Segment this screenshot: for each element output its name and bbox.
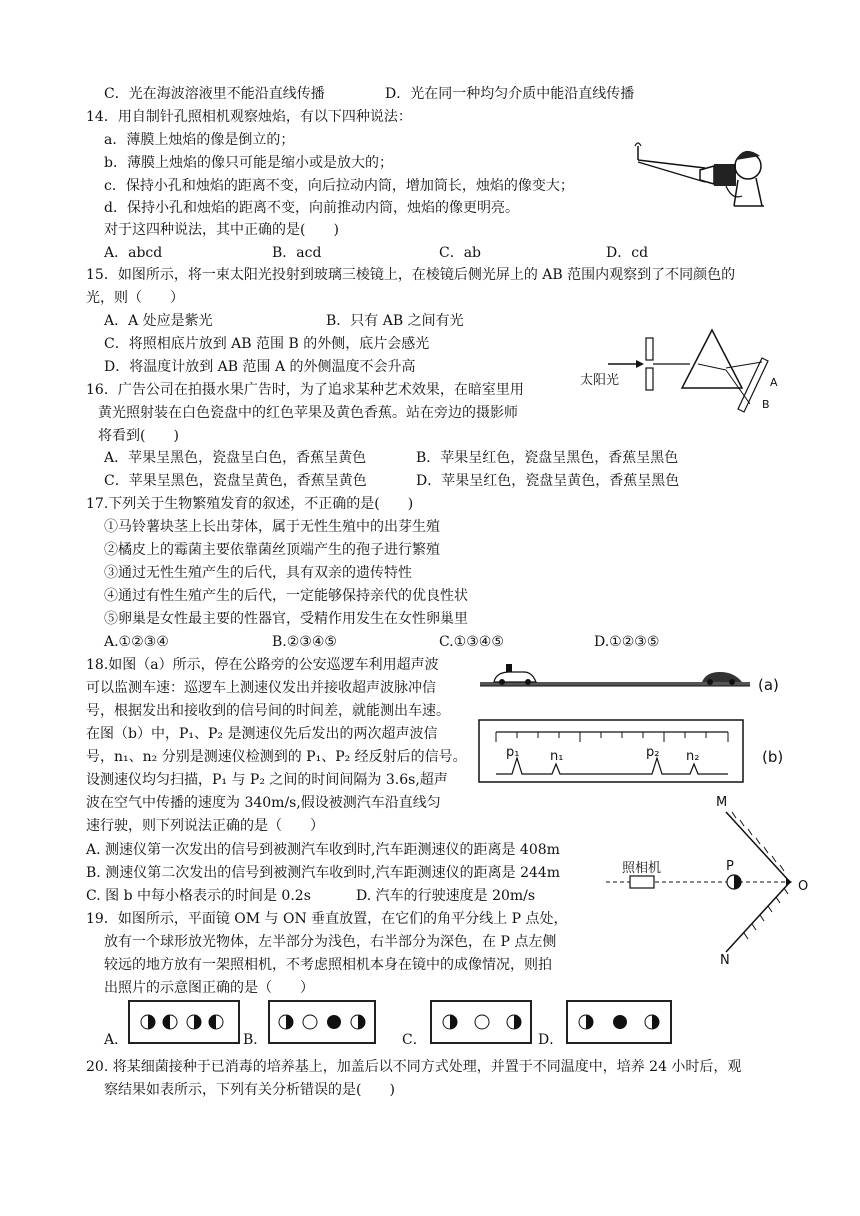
q16-option-a: A．苹果呈黑色，瓷盘呈白色，香蕉呈黄色 [104, 450, 367, 466]
q19-option-b-figure [268, 1000, 376, 1044]
pulse-label-n1: n₁ [550, 749, 564, 764]
point-label-o: O [798, 879, 809, 894]
q15-option-a: A．A 处应是紫光 [104, 313, 213, 329]
q15-stem-line1: 15．如图所示，将一束太阳光投射到玻璃三棱镜上，在棱镜后侧光屏上的 AB 范围内观察到了不同颜色的 [86, 267, 736, 283]
q19-option-a-figure [128, 1000, 240, 1044]
q19-option-d-label: D． [538, 1032, 564, 1048]
mirror-label-n: N [720, 953, 730, 968]
q15-stem-line2: 光，则（ ） [86, 290, 184, 306]
q18-stem-line6: 设测速仪均匀扫描，P₁ 与 P₂ 之间的时间间隔为 3.6s,超声 [86, 772, 448, 788]
q19-option-d-figure [566, 1000, 672, 1044]
q17-statement-3: ③通过无性生殖产生的后代，具有双亲的遗传特性 [104, 565, 412, 581]
q14-option-a: A．abcd [104, 245, 163, 261]
q14-option-b: B．acd [272, 245, 322, 261]
prism-figure [572, 320, 792, 430]
pulse-label-n2: n₂ [686, 749, 700, 764]
q13-option-d: D．光在同一种均匀介质中能沿直线传播 [385, 86, 635, 102]
q16-option-b: B．苹果呈红色，瓷盘呈黑色，香蕉呈黑色 [416, 450, 679, 466]
q17-statement-1: ①马铃薯块茎上长出芽体，属于无性生殖中的出芽生殖 [104, 519, 440, 535]
screen-label-b: B [762, 398, 770, 411]
q17-option-a: A.①②③④ [104, 634, 169, 650]
q19-stem-line3: 较远的地方放有一架照相机，不考虑照相机本身在镜中的成像情况，则拍 [104, 957, 552, 973]
q14-option-d: D．cd [606, 245, 649, 261]
q14-option-c: C．ab [439, 245, 482, 261]
q14-statement-d: d．保持小孔和烛焰的距离不变，向前推动内筒，烛焰的像更明亮。 [104, 200, 519, 216]
mirror-figure [600, 792, 820, 972]
q16-stem-line3: 将看到( ) [98, 428, 179, 444]
q18-stem-line8: 速行驶，则下列说法正确的是（ ） [86, 818, 324, 834]
mirror-label-m: M [716, 795, 728, 810]
figure-a-label: (a) [758, 676, 779, 694]
q14-question: 对于这四种说法，其中正确的是( ) [104, 222, 339, 238]
q19-stem-line2: 放有一个球形放光物体，左半部分为浅色，右半部分为深色，在 P 点左侧 [104, 934, 557, 950]
q18-stem-line2: 可以监测车速：巡逻车上测速仪发出并接收超声波脉冲信 [86, 680, 436, 696]
pinhole-camera-figure [630, 140, 770, 220]
q16-option-d: D．苹果呈红色，瓷盘呈黄色，香蕉呈黑色 [416, 473, 680, 489]
q17-statement-4: ④通过有性生殖产生的后代，一定能够保持亲代的优良性状 [104, 588, 468, 604]
screen-label-a: A [770, 376, 778, 389]
q17-option-b: B.②③④⑤ [272, 634, 337, 650]
q19-option-a-label: A． [104, 1032, 129, 1048]
q15-option-c: C．将照相底片放到 AB 范围 B 的外侧，底片会感光 [104, 336, 430, 352]
q18-stem-line1: 18.如图（a）所示，停在公路旁的公安巡逻车利用超声波 [86, 657, 439, 673]
camera-label: 照相机 [622, 861, 662, 876]
q16-stem-line2: 黄光照射装在白色瓷盘中的红色苹果及黄色香蕉。站在旁边的摄影师 [98, 405, 518, 421]
sun-label: 太阳光 [580, 373, 620, 388]
q18-stem-line7: 波在空气中传播的速度为 340m/s,假设被测汽车沿直线匀 [86, 795, 441, 811]
q17-option-d: D.①②③⑤ [594, 634, 660, 650]
q19-option-c-label: C． [402, 1032, 427, 1048]
q14-stem: 14．用自制针孔照相机观察烛焰，有以下四种说法： [86, 109, 412, 125]
q19-option-c-figure [430, 1000, 532, 1044]
q15-option-b: B．只有 AB 之间有光 [326, 313, 464, 329]
q13-option-c: C．光在海波溶液里不能沿直线传播 [104, 86, 325, 102]
q19-stem-line4: 出照片的示意图正确的是（ ） [104, 980, 314, 996]
q20-stem-line1: 20. 将某细菌接种于已消毒的培养基上，加盖后以不同方式处理，并置于不同温度中，培养 24 小时后，观 [86, 1059, 742, 1075]
q18-option-a: A. 测速仪第一次发出的信号到被测汽车收到时,汽车距测速仪的距离是 408m [86, 842, 560, 858]
point-label-p: P [726, 859, 734, 874]
q17-option-c: C.①③④⑤ [439, 634, 504, 650]
q17-statement-5: ⑤卵巢是女性最主要的性器官，受精作用发生在女性卵巢里 [104, 611, 468, 627]
q19-stem-line1: 19．如图所示，平面镜 OM 与 ON 垂直放置，在它们的角平分线上 P 点处， [86, 911, 568, 927]
q20-stem-line2: 察结果如表所示，下列有关分析错误的是( ) [104, 1082, 395, 1098]
q18-stem-line5: 号，n₁、n₂ 分别是测速仪检测到的 P₁、P₂ 经反射后的信号。 [86, 749, 467, 765]
q14-statement-a: a．薄膜上烛焰的像是倒立的； [104, 132, 295, 148]
q18-option-c: C. 图 b 中每小格表示的时间是 0.2s [86, 888, 311, 904]
q15-option-d: D．将温度计放到 AB 范围 A 的外侧温度不会升高 [104, 359, 416, 375]
q17-stem: 17.下列关于生物繁殖发育的叙述，不正确的是( ) [86, 496, 414, 512]
q14-statement-c: c．保持小孔和烛焰的距离不变，向后拉动内筒，增加筒长，烛焰的像变大； [104, 178, 574, 194]
q16-stem-line1: 16．广告公司在拍摄水果广告时，为了追求某种艺术效果，在暗室里用 [86, 382, 524, 398]
q18-option-b: B. 测速仪第二次发出的信号到被测汽车收到时,汽车距测速仪的距离是 244m [86, 865, 561, 881]
q16-option-c: C．苹果呈黑色，瓷盘呈黄色，香蕉呈黄色 [104, 473, 367, 489]
q17-statement-2: ②橘皮上的霉菌主要依靠菌丝顶端产生的孢子进行繁殖 [104, 542, 440, 558]
pulse-scan-figure-b [476, 718, 806, 788]
q14-statement-b: b．薄膜上烛焰的像只可能是缩小或是放大的； [104, 155, 393, 171]
q18-stem-line3: 号，根据发出和接收到的信号间的时间差，就能测出车速。 [86, 703, 450, 719]
q18-stem-line4: 在图（b）中，P₁、P₂ 是测速仪先后发出的两次超声波信 [86, 726, 438, 742]
pulse-label-p1: p₁ [506, 745, 520, 760]
q18-option-d: D. 汽车的行驶速度是 20m/s [356, 888, 536, 904]
road-figure-a [476, 652, 806, 696]
figure-b-label: (b) [762, 748, 784, 766]
pulse-label-p2: p₂ [646, 745, 660, 760]
q19-option-b-label: B． [243, 1032, 268, 1048]
